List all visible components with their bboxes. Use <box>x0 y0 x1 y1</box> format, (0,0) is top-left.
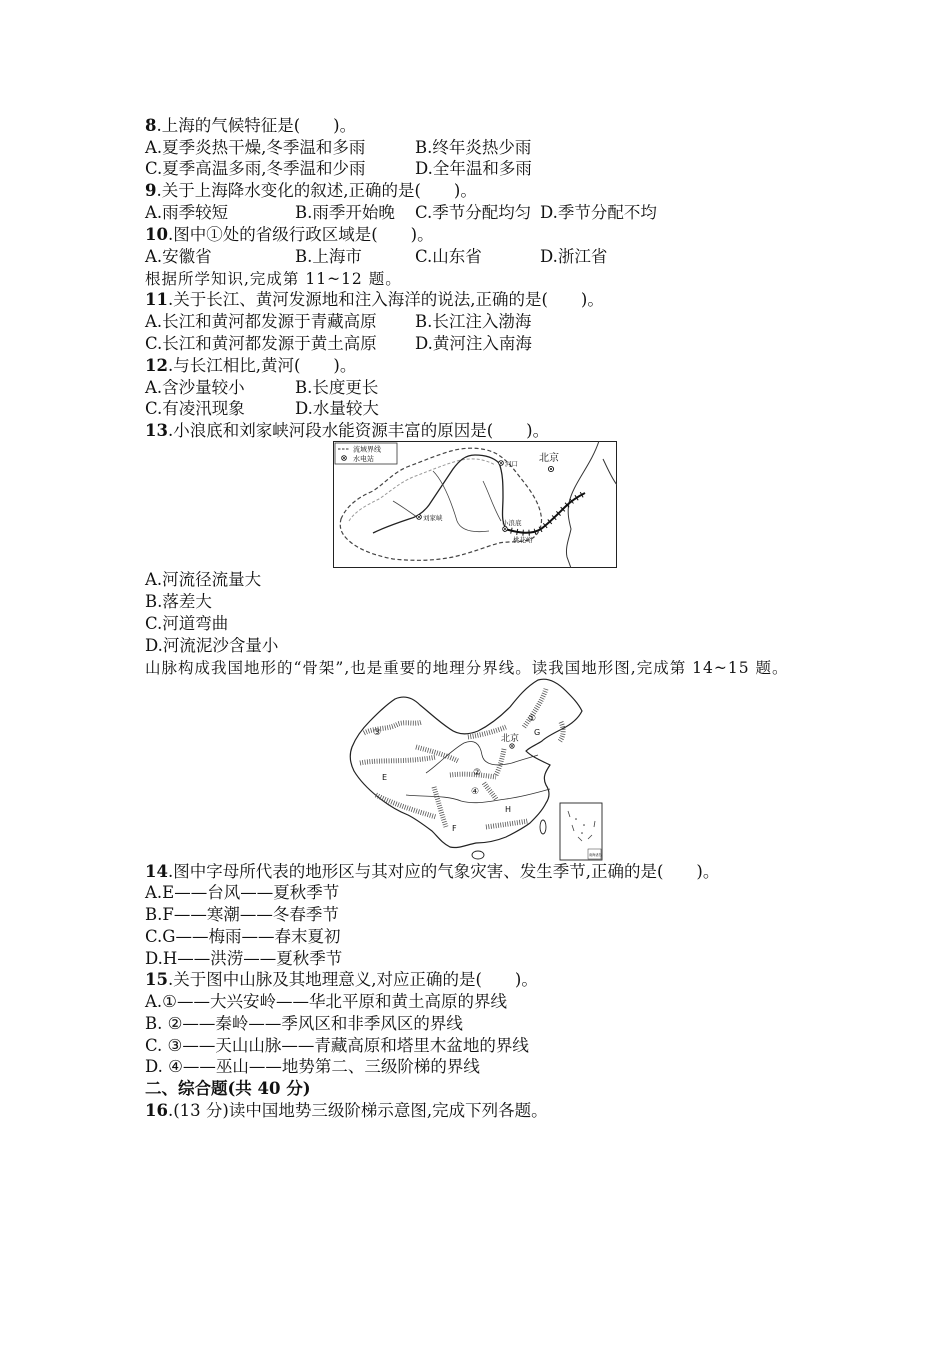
instruction-14-15: 山脉构成我国地形的“骨架”,也是重要的地理分界线。读我国地形图,完成第 14~15 题。 <box>145 659 789 677</box>
q10-number: 10 <box>145 225 168 244</box>
q12-options-ab <box>0 377 952 399</box>
q8-option-a: A.夏季炎热干燥,冬季温和多雨 <box>145 138 366 157</box>
q13-option-b-line <box>0 591 952 613</box>
q9-number: 9 <box>145 181 157 200</box>
q8-number: 8 <box>145 116 157 135</box>
q11-options-cd <box>0 333 952 355</box>
legend-station-icon <box>342 456 347 461</box>
q11-stem <box>145 289 604 311</box>
q10-option-d: D.浙江省 <box>540 247 608 266</box>
q12-stem-line <box>0 355 952 377</box>
q11-option-c: C.长江和黄河都发源于黄土高原 <box>145 334 377 353</box>
q12-option-d: D.水量较大 <box>295 399 379 418</box>
q10-stem-text: .图中①处的省级行政区域是( )。 <box>167 225 434 244</box>
q13-stem-text: .小浪底和刘家峡河段水能资源丰富的原因是( )。 <box>167 421 550 440</box>
q14-option-c: C.G——梅雨——春末夏初 <box>145 927 341 946</box>
instruction-14-15-line <box>0 657 952 679</box>
station-hekou-icon <box>499 461 504 466</box>
china-label-beijing: 北京 <box>501 734 520 744</box>
china-label-3: ③ <box>373 728 382 738</box>
q13-option-c: C.河道弯曲 <box>145 614 229 633</box>
q16-stem-text: .(13 分)读中国地势三级阶梯示意图,完成下列各题。 <box>167 1101 548 1120</box>
china-label-1: ① <box>528 714 537 724</box>
q15-option-a-line <box>0 991 952 1013</box>
label-hekou: 河口 <box>505 460 518 468</box>
yellow-river-basin-map <box>333 441 617 568</box>
q15-stem <box>145 969 538 991</box>
q13-stem <box>145 420 549 442</box>
instruction-11-12: 根据所学知识,完成第 11~12 题。 <box>145 270 402 288</box>
label-taohuayu: 桃花峪 <box>513 536 533 544</box>
q15-option-b: B. ②——秦岭——季风区和非季风区的界线 <box>145 1014 463 1033</box>
q15-stem-text: .关于图中山脉及其地理意义,对应正确的是( )。 <box>167 970 538 989</box>
q10-stem-line <box>0 224 952 246</box>
inset-label: 南海诸岛 <box>589 853 602 857</box>
q12-number: 12 <box>145 356 168 375</box>
station-liujiaxia-icon <box>417 515 422 520</box>
section-2-heading: 二、综合题(共 40 分) <box>145 1079 311 1098</box>
q13-option-a-line <box>0 569 952 591</box>
inset-island-dot <box>583 824 585 826</box>
q14-option-c-line <box>0 926 952 948</box>
q9-options <box>0 202 952 224</box>
q15-option-d: D. ④——巫山——地势第二、三级阶梯的界线 <box>145 1057 480 1076</box>
q9-stem-line <box>0 180 952 202</box>
q8-options-ab <box>0 137 952 159</box>
q14-option-b: B.F——寒潮——冬春季节 <box>145 905 339 924</box>
q8-option-d: D.全年温和多雨 <box>415 159 532 178</box>
inset-island-dot <box>581 832 583 834</box>
q8-stem <box>145 115 356 137</box>
q10-option-a: A.安徽省 <box>145 247 212 266</box>
q15-number: 15 <box>145 970 168 989</box>
taiwan-island <box>540 820 546 834</box>
changbai-mountains <box>560 722 563 741</box>
q15-option-a: A.①——大兴安岭——华北平原和黄土高原的界线 <box>145 992 507 1011</box>
instruction-11-12-line <box>0 268 952 290</box>
china-label-E: E <box>382 773 388 782</box>
china-terrain-map <box>346 677 604 862</box>
q10-option-c: C.山东省 <box>415 247 482 266</box>
legend-boundary-label: 流域界线 <box>353 445 381 454</box>
q9-stem <box>145 180 477 202</box>
q16-number: 16 <box>145 1101 168 1120</box>
q12-option-c: C.有凌汛现象 <box>145 399 245 418</box>
q15-option-c-line <box>0 1035 952 1057</box>
q11-options-ab <box>0 311 952 333</box>
q9-stem-text: .关于上海降水变化的叙述,正确的是( )。 <box>156 181 477 200</box>
hainan-island <box>472 851 484 859</box>
label-xiaolangdi: 小浪底 <box>502 519 522 527</box>
q15-option-b-line <box>0 1013 952 1035</box>
q10-stem <box>145 224 434 246</box>
china-label-F: F <box>452 824 457 833</box>
q12-stem-text: .与长江相比,黄河( )。 <box>167 356 357 375</box>
q15-stem-line <box>0 969 952 991</box>
label-liujiaxia: 刘家峡 <box>423 514 443 522</box>
q14-option-a: A.E——台风——夏秋季节 <box>145 883 340 902</box>
q15-option-c: C. ③——天山山脉——青藏高原和塔里木盆地的界线 <box>145 1036 529 1055</box>
q8-stem-line <box>0 115 952 137</box>
q14-stem <box>145 861 719 883</box>
q13-option-c-line <box>0 613 952 635</box>
q13-option-d-line <box>0 635 952 657</box>
q13-stem-line <box>0 420 952 442</box>
q13-number: 13 <box>145 421 168 440</box>
q14-option-d: D.H——洪涝——夏秋季节 <box>145 949 343 968</box>
q8-option-b: B.终年炎热少雨 <box>415 138 532 157</box>
q11-number: 11 <box>145 290 168 309</box>
label-beijing: 北京 <box>539 453 559 464</box>
q9-option-c: C.季节分配均匀 <box>415 203 532 222</box>
china-outline <box>350 679 582 847</box>
q15-option-d-line <box>0 1056 952 1078</box>
q9-option-d: D.季节分配不均 <box>540 203 657 222</box>
q14-number: 14 <box>145 862 168 881</box>
inset-island-dot <box>575 818 577 820</box>
q16-stem <box>145 1100 548 1122</box>
q11-option-a: A.长江和黄河都发源于青藏高原 <box>145 312 377 331</box>
q13-option-d: D.河流泥沙含量小 <box>145 636 279 655</box>
q11-option-d: D.黄河注入南海 <box>415 334 532 353</box>
beijing-marker-dot <box>550 468 552 470</box>
china-label-4: ④ <box>471 787 480 797</box>
section-2-heading-line <box>0 1078 952 1100</box>
q11-option-b: B.长江注入渤海 <box>415 312 532 331</box>
q12-option-a: A.含沙量较小 <box>145 378 245 397</box>
q8-options-cd <box>0 158 952 180</box>
legend-station-label: 水电站 <box>353 455 374 463</box>
q14-stem-text: .图中字母所代表的地形区与其对应的气象灾害、发生季节,正确的是( )。 <box>167 862 720 881</box>
q8-stem-text: .上海的气候特征是( )。 <box>156 116 357 135</box>
q12-stem <box>145 355 356 377</box>
china-beijing-marker-dot <box>511 745 513 747</box>
q16-stem-line <box>0 1100 952 1122</box>
q14-option-a-line <box>0 882 952 904</box>
q13-option-b: B.落差大 <box>145 592 212 611</box>
q13-option-a: A.河流径流量大 <box>145 570 262 589</box>
china-map-container <box>346 677 604 862</box>
china-label-H: H <box>505 805 512 814</box>
yellow-river-map-container <box>333 441 617 568</box>
q14-stem-line <box>0 861 952 883</box>
q10-options <box>0 246 952 268</box>
china-label-2: ② <box>473 768 482 778</box>
station-xiaolangdi-icon <box>503 527 508 532</box>
q14-option-b-line <box>0 904 952 926</box>
q9-option-a: A.雨季较短 <box>145 203 229 222</box>
china-label-G: G <box>534 728 541 737</box>
q12-options-cd <box>0 398 952 420</box>
q14-option-d-line <box>0 948 952 970</box>
q11-stem-line <box>0 289 952 311</box>
q8-option-c: C.夏季高温多雨,冬季温和少雨 <box>145 159 366 178</box>
q9-option-b: B.雨季开始晚 <box>295 203 395 222</box>
q12-option-b: B.长度更长 <box>295 378 379 397</box>
q11-stem-text: .关于长江、黄河发源地和注入海洋的说法,正确的是( )。 <box>167 290 604 309</box>
q10-option-b: B.上海市 <box>295 247 362 266</box>
